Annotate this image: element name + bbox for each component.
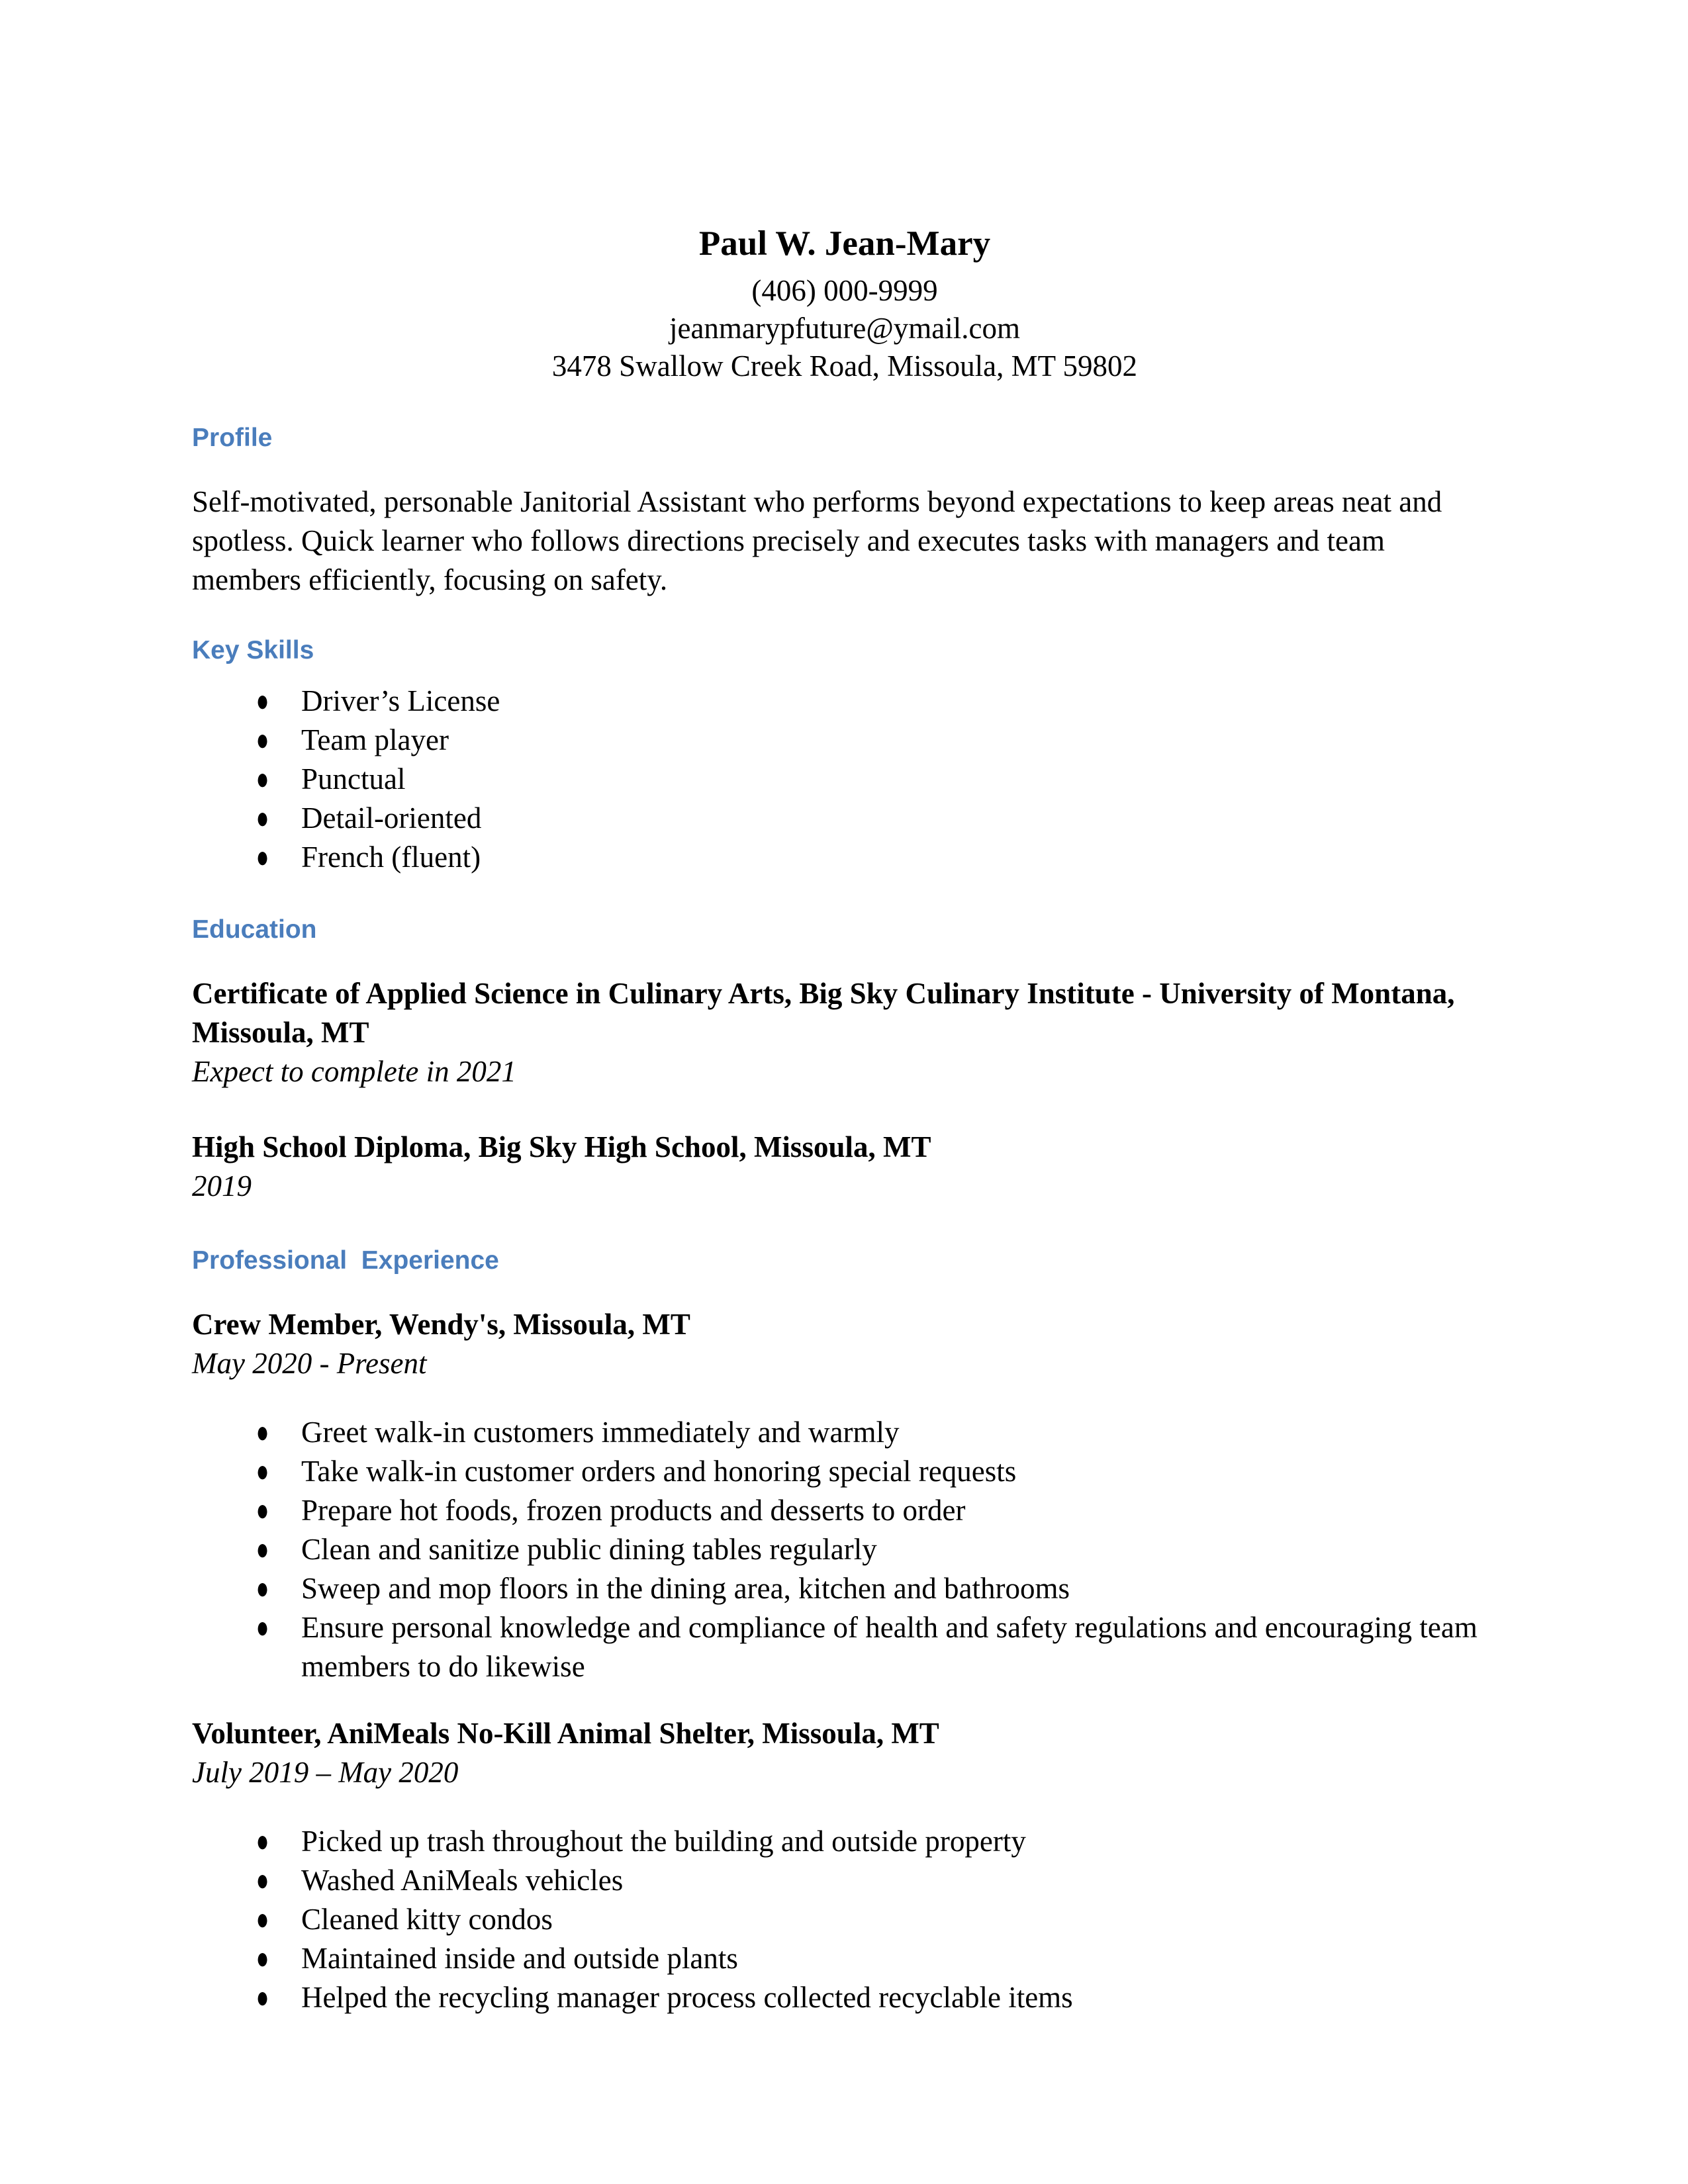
bullet-icon: ● xyxy=(256,683,269,719)
education-title: High School Diploma, Big Sky High School, Missoula, MT xyxy=(192,1130,931,1163)
section-heading-professional-experience: Professional Experience xyxy=(192,1246,499,1275)
job-duty-label: Ensure personal knowledge and compliance of health and safety regulations and encouraging team members to do likewise xyxy=(301,1611,1477,1683)
job-duties-list xyxy=(192,1413,1497,1686)
bullet-icon: ● xyxy=(256,839,269,875)
job-duty-label: Washed AniMeals vehicles xyxy=(301,1864,624,1897)
education-date: 2019 xyxy=(192,1169,252,1203)
key-skill-label: Punctual xyxy=(301,762,406,796)
profile-summary: Self-motivated, personable Janitorial Assistant who performs beyond expectations to keep areas neat and spotless. Quick learner who follows directions precisely and executes tasks with managers and team members efficiently, focusing on safety. xyxy=(192,485,1442,596)
job-dates: July 2019 – May 2020 xyxy=(192,1756,459,1789)
job-duty-item xyxy=(256,1569,1497,1608)
job-duty-label: Cleaned kitty condos xyxy=(301,1903,553,1936)
job-duty-label: Helped the recycling manager process collected recyclable items xyxy=(301,1981,1073,2014)
job-duty-label: Maintained inside and outside plants xyxy=(301,1942,738,1975)
job-duty-item xyxy=(256,1608,1497,1686)
job-duty-item xyxy=(256,1491,1497,1530)
bullet-icon: ● xyxy=(256,1570,269,1606)
bullet-icon: ● xyxy=(256,1492,269,1528)
job-duty-label: Clean and sanitize public dining tables regularly xyxy=(301,1533,877,1566)
job-duty-item xyxy=(256,1861,1497,1900)
bullet-icon: ● xyxy=(256,1979,269,2015)
key-skill-item xyxy=(256,760,1497,799)
bullet-icon: ● xyxy=(256,1862,269,1898)
bullet-icon: ● xyxy=(256,1940,269,1976)
bullet-icon: ● xyxy=(256,800,269,836)
education-date: Expect to complete in 2021 xyxy=(192,1055,516,1088)
job-duty-item xyxy=(256,1413,1497,1452)
job-duty-item xyxy=(256,1530,1497,1569)
person-name: Paul W. Jean-Mary xyxy=(698,224,991,263)
bullet-icon: ● xyxy=(256,1453,269,1489)
education-entry xyxy=(192,1128,1497,1206)
key-skills-list xyxy=(192,682,1497,877)
section-heading-key-skills: Key Skills xyxy=(192,636,314,664)
job-duty-item xyxy=(256,1822,1497,1861)
key-skill-item xyxy=(256,682,1497,721)
section-heading-profile: Profile xyxy=(192,424,273,452)
job-duty-item xyxy=(256,1978,1497,2017)
key-skill-label: French (fluent) xyxy=(301,841,481,874)
job-duty-item xyxy=(256,1900,1497,1939)
bullet-icon: ● xyxy=(256,1610,269,1645)
key-skill-label: Driver’s License xyxy=(301,684,500,717)
job-duty-item xyxy=(256,1452,1497,1491)
job-duty-label: Sweep and mop floors in the dining area, kitchen and bathrooms xyxy=(301,1572,1070,1605)
job-duty-label: Prepare hot foods, frozen products and desserts to order xyxy=(301,1494,966,1527)
key-skill-label: Detail-oriented xyxy=(301,801,482,835)
job-duty-label: Picked up trash throughout the building and outside property xyxy=(301,1825,1026,1858)
key-skill-item xyxy=(256,799,1497,838)
key-skill-item xyxy=(256,721,1497,760)
email-address: jeanmarypfuture@ymail.com xyxy=(669,312,1020,345)
street-address: 3478 Swallow Creek Road, Missoula, MT 59802 xyxy=(551,349,1138,383)
phone-number: (406) 000-9999 xyxy=(751,274,938,307)
education-title: Certificate of Applied Science in Culinary Arts, Big Sky Culinary Institute - University of Montana, Missoula, MT xyxy=(192,977,1455,1049)
job-duty-item xyxy=(256,1939,1497,1978)
resume-header xyxy=(192,222,1497,385)
job-entry xyxy=(192,1714,1497,1792)
key-skill-label: Team player xyxy=(301,723,449,756)
job-duty-label: Take walk-in customer orders and honoring special requests xyxy=(301,1455,1017,1488)
bullet-icon: ● xyxy=(256,761,269,797)
education-entry xyxy=(192,974,1497,1091)
bullet-icon: ● xyxy=(256,1414,269,1450)
bullet-icon: ● xyxy=(256,1823,269,1859)
bullet-icon: ● xyxy=(256,1901,269,1937)
bullet-icon: ● xyxy=(256,1531,269,1567)
job-title: Volunteer, AniMeals No-Kill Animal Shelter, Missoula, MT xyxy=(192,1717,939,1750)
job-dates: May 2020 - Present xyxy=(192,1347,427,1380)
job-duties-list xyxy=(192,1822,1497,2017)
section-heading-education: Education xyxy=(192,915,317,944)
job-title: Crew Member, Wendy's, Missoula, MT xyxy=(192,1308,690,1341)
bullet-icon: ● xyxy=(256,722,269,758)
job-entry xyxy=(192,1305,1497,1383)
job-duty-label: Greet walk-in customers immediately and warmly xyxy=(301,1416,900,1449)
key-skill-item xyxy=(256,838,1497,877)
